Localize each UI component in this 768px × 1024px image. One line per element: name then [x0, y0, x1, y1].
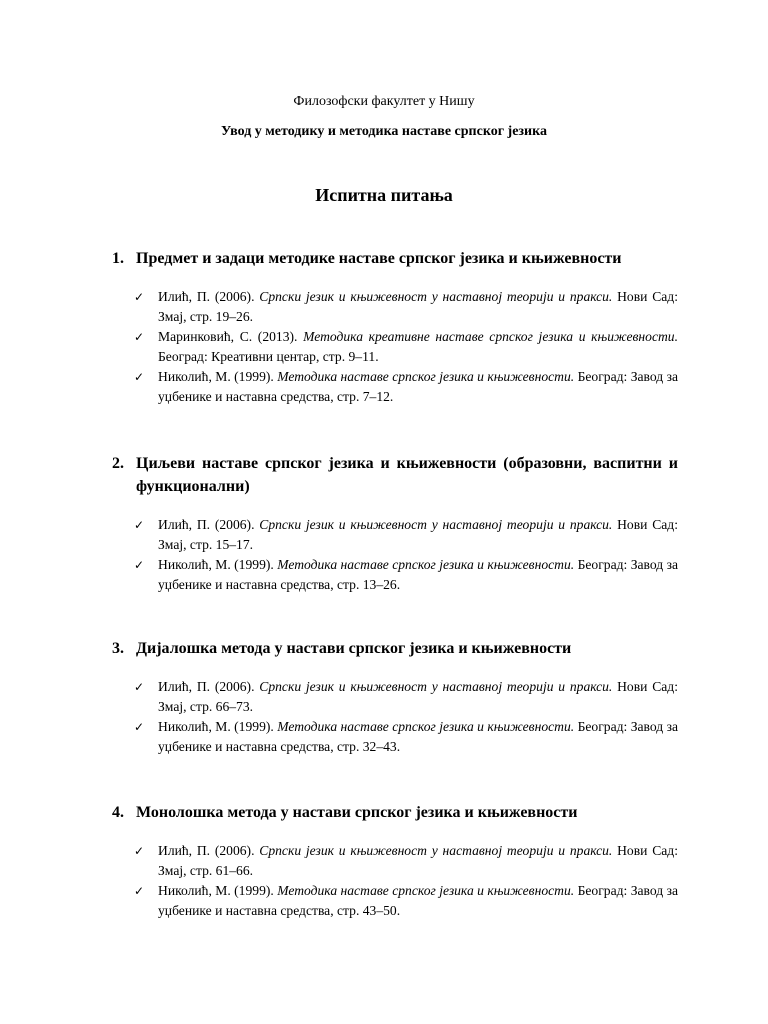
- question-title: Циљеви наставе српског језика и књижевности (образовни, васпитни и функционални): [136, 455, 678, 495]
- question-title: Дијалошка метода у настави српског језика и књижевности: [136, 640, 572, 657]
- reference-text: Маринковић, С. (2013). Методика креативне наставе српског језика и књижевности. Београд: Креативни центар, стр. 9–11.: [158, 329, 678, 364]
- checkmark-icon: ✓: [134, 370, 145, 384]
- question-heading: [112, 452, 678, 498]
- question-number: 4.: [112, 804, 124, 821]
- checkmark-icon: ✓: [134, 680, 145, 694]
- reference-text: Илић, П. (2006). Српски језик и књижевност у наставној теорији и пракси. Нови Сад: Змај, стр. 19–26.: [158, 289, 678, 324]
- reference-text: Николић, М. (1999). Методика наставе српског језика и књижевности. Београд: Завод за уџбенике и наставна средства, стр. 13–26.: [158, 557, 678, 592]
- reference-list: [112, 515, 678, 595]
- reference-item: [134, 881, 678, 921]
- checkmark-icon: ✓: [134, 558, 145, 572]
- reference-list: [112, 677, 678, 757]
- question-section: [112, 247, 678, 407]
- reference-item: [134, 841, 678, 881]
- reference-text: Илић, П. (2006). Српски језик и књижевност у наставној теорији и пракси. Нови Сад: Змај, стр. 15–17.: [158, 517, 678, 552]
- question-title: Предмет и задаци методике наставе српског језика и књижевности: [136, 250, 622, 267]
- checkmark-icon: ✓: [134, 884, 145, 898]
- course-title: Увод у методику и методика наставе српског језика: [221, 124, 547, 139]
- question-heading: [112, 247, 678, 270]
- reference-text: Илић, П. (2006). Српски језик и књижевност у наставној теорији и пракси. Нови Сад: Змај, стр. 61–66.: [158, 843, 678, 878]
- checkmark-icon: ✓: [134, 844, 145, 858]
- reference-list: [112, 841, 678, 921]
- question-section: [112, 637, 678, 757]
- checkmark-icon: ✓: [134, 518, 145, 532]
- question-number: 1.: [112, 250, 124, 267]
- reference-list: [112, 287, 678, 407]
- faculty-name: Филозофски факултет у Нишу: [293, 94, 475, 109]
- reference-item: [134, 327, 678, 367]
- question-heading: [112, 637, 678, 660]
- checkmark-icon: ✓: [134, 330, 145, 344]
- checkmark-icon: ✓: [134, 290, 145, 304]
- reference-item: [134, 717, 678, 757]
- reference-item: [134, 677, 678, 717]
- reference-text: Илић, П. (2006). Српски језик и књижевност у наставној теорији и пракси. Нови Сад: Змај, стр. 66–73.: [158, 679, 678, 714]
- reference-item: [134, 367, 678, 407]
- reference-text: Николић, М. (1999). Методика наставе српског језика и књижевности. Београд: Завод за уџбенике и наставна средства, стр. 43–50.: [158, 883, 678, 918]
- reference-text: Николић, М. (1999). Методика наставе српског језика и књижевности. Београд: Завод за уџбенике и наставна средства, стр. 7–12.: [158, 369, 678, 404]
- question-section: [112, 452, 678, 595]
- question-number: 3.: [112, 640, 124, 657]
- reference-item: [134, 555, 678, 595]
- reference-item: [134, 287, 678, 327]
- question-title: Монолошка метода у настави српског језика и књижевности: [136, 804, 578, 821]
- question-number: 2.: [112, 455, 124, 472]
- question-heading: [112, 801, 678, 824]
- reference-item: [134, 515, 678, 555]
- page-title: Испитна питања: [315, 185, 453, 205]
- reference-text: Николић, М. (1999). Методика наставе српског језика и књижевности. Београд: Завод за уџбенике и наставна средства, стр. 32–43.: [158, 719, 678, 754]
- question-section: [112, 801, 678, 921]
- checkmark-icon: ✓: [134, 720, 145, 734]
